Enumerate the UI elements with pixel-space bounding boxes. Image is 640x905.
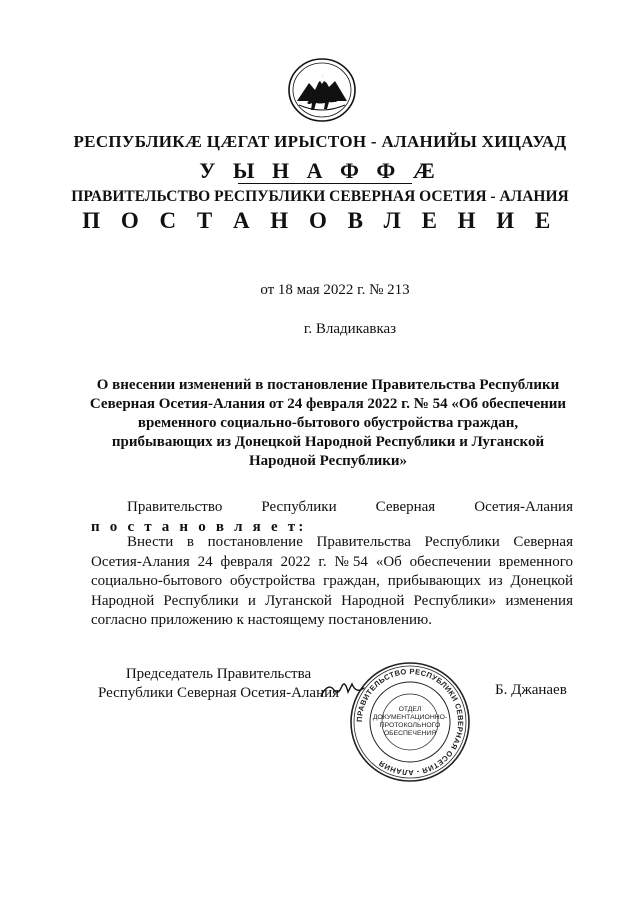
signatory-title-line: Председатель Правительства — [125, 666, 312, 682]
signatory-title — [96, 665, 341, 703]
intro-word: Северная — [375, 499, 436, 515]
intro-word: Осетия-Алания — [474, 499, 573, 515]
body-paragraph: Внести в постановление Правительства Республики Северная Осетия-Алания 24 февраля 2022 г. №54 «Об обеспечении временного социально-бытового обустройства граждан, прибывающих из Донецкой Народной Республики и Луганской Народной Республики» изменения согласно приложению к настоящему постановлению. — [91, 534, 573, 628]
intro-word: Правительство — [127, 499, 223, 515]
document-type-russian: П О С Т А Н О В Л Е Н И Е — [82, 208, 558, 233]
signatory-title-line: Республики Северная Осетия-Алания — [97, 685, 340, 701]
document-date-number: от 18 мая 2022 г. № 213 — [260, 282, 410, 298]
intro-line — [127, 499, 573, 516]
stamp-inner-text: ДОКУМЕНТАЦИОННО- — [372, 714, 448, 721]
coat-of-arms-icon — [287, 57, 357, 123]
stamp-inner-text: ПРОТОКОЛЬНОГО — [379, 722, 441, 729]
decree-word: п о с т а н о в л я е т: — [91, 519, 307, 535]
intro-word: Республики — [261, 499, 337, 515]
stamp-inner-text: ОБЕСПЕЧЕНИЯ — [383, 730, 437, 737]
stamp-outer-text: ПРАВИТЕЛЬСТВО РЕСПУБЛИКИ СЕВЕРНАЯ ОСЕТИЯ - АЛАНИЯ — [354, 666, 466, 778]
header-divider — [238, 183, 412, 184]
stamp-inner-text: ОТДЕЛ — [398, 706, 422, 713]
document-city: г. Владикавказ — [303, 321, 397, 337]
document-type-ossetian: У Ы Н А Ф Ф Æ — [199, 158, 441, 183]
document-title: О внесении изменений в постановление Правительства Республики Северная Осетия-Алания от 24 февраля 2022 г. № 54 «Об обеспечении временного социально-бытового обустройства граждан, прибывающих из Донецкой Народной Республики и Луганской Народной Республики» — [89, 377, 567, 469]
signatory-name: Б. Джанаев — [495, 682, 567, 698]
republic-name-ossetian: РЕСПУБЛИКÆ ЦÆГАТ ИРЫСТОН - АЛАНИЙЫ ХИЦАУАД — [73, 132, 567, 151]
government-name-russian: ПРАВИТЕЛЬСТВО РЕСПУБЛИКИ СЕВЕРНАЯ ОСЕТИЯ - АЛАНИЯ — [71, 188, 569, 205]
handwritten-signature — [318, 676, 368, 702]
